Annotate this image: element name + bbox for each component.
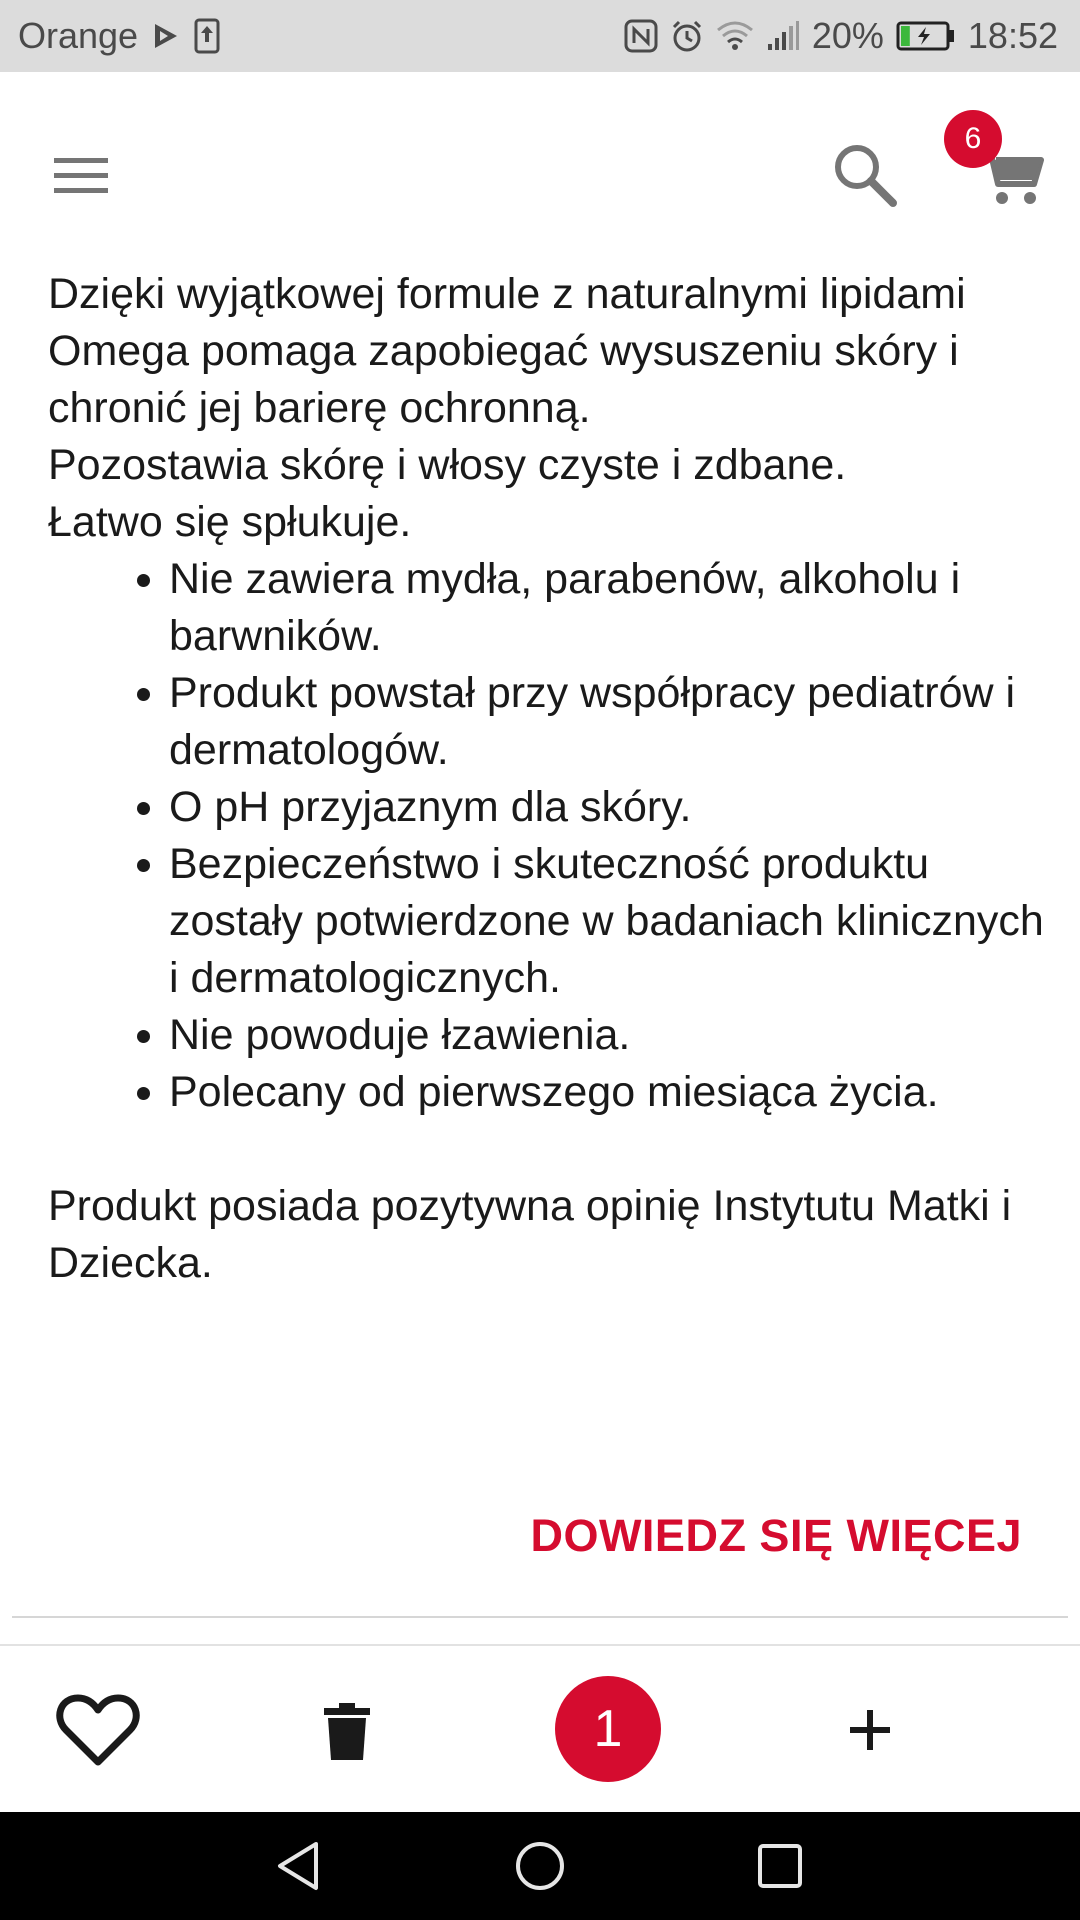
- feature-list-item: • Nie zawiera mydła, parabenów, alkoholu i barwników.: [169, 551, 1048, 665]
- trash-icon[interactable]: [320, 1702, 374, 1762]
- back-icon[interactable]: [272, 1840, 324, 1892]
- play-store-icon: [152, 22, 180, 50]
- alarm-icon: [670, 19, 704, 53]
- carrier-name: Orange: [18, 15, 139, 56]
- app-bar: [0, 72, 1080, 272]
- heart-icon[interactable]: [56, 1692, 140, 1768]
- feature-list-item: • Bezpieczeństwo i skuteczność produktu zostały potwierdzone w badaniach klinicznych i dermatologicznych.: [169, 836, 1048, 1007]
- spacer: [48, 1121, 1048, 1178]
- feature-list-item: • Nie powoduje łzawienia.: [169, 1007, 1048, 1064]
- system-navigation-bar: [0, 1812, 1080, 1920]
- feature-list-item: • Polecany od pierwszego miesiąca życia.: [169, 1064, 1048, 1121]
- nfc-icon: [624, 19, 658, 53]
- recents-icon[interactable]: [756, 1842, 804, 1890]
- clock: 18:52: [967, 15, 1058, 56]
- signal-icon: [766, 20, 800, 52]
- quantity-badge[interactable]: 1: [555, 1676, 661, 1782]
- search-icon[interactable]: [830, 140, 900, 210]
- plus-icon[interactable]: [848, 1708, 892, 1752]
- learn-more-link[interactable]: DOWIEDZ SIĘ WIĘCEJ: [530, 1510, 1022, 1561]
- feature-list-item: • Produkt powstał przy współpracy pediatrów i dermatologów.: [169, 665, 1048, 779]
- description-footer: Produkt posiada pozytywna opinię Instytutu Matki i Dziecka.: [48, 1182, 1012, 1287]
- wifi-icon: [716, 20, 754, 52]
- product-action-bar: [0, 1644, 1080, 1814]
- feature-list: [48, 551, 1048, 1121]
- home-icon[interactable]: [514, 1840, 566, 1892]
- upload-icon: [194, 18, 220, 54]
- battery-icon: [896, 20, 956, 52]
- battery-percent: 20%: [811, 15, 884, 56]
- menu-icon[interactable]: [48, 152, 114, 200]
- feature-list-item: • O pH przyjaznym dla skóry.: [169, 779, 1048, 836]
- cart-count-badge[interactable]: 6: [944, 110, 1002, 168]
- divider: [12, 1616, 1068, 1618]
- description-line: Łatwo się spłukuje.: [48, 498, 412, 546]
- description-line: Pozostawia skórę i włosy czyste i zdbane.: [48, 441, 847, 489]
- status-bar: [0, 0, 1080, 72]
- product-description: [48, 266, 1048, 1292]
- description-intro: Dzięki wyjątkowej formule z naturalnymi lipidami Omega pomaga zapobiegać wysuszeniu skóry i chronić jej barierę ochronną.: [48, 270, 966, 432]
